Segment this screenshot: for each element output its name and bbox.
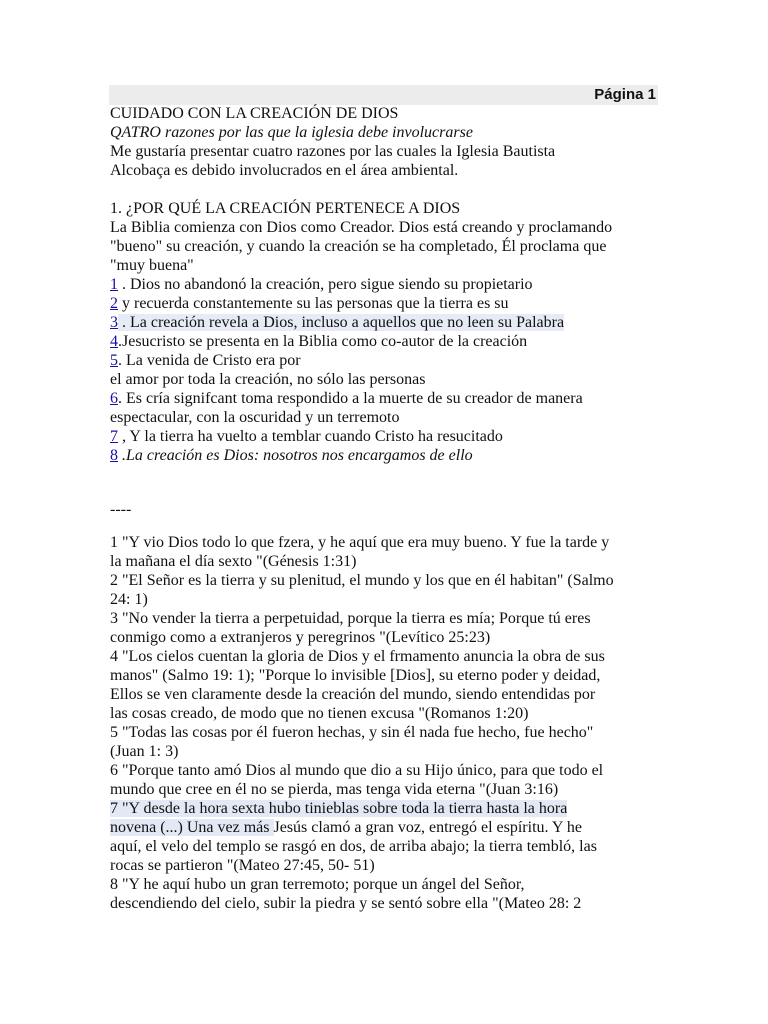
document-title: CUIDADO CON LA CREACIÓN DE DIOS (110, 105, 399, 122)
footnote-line: manos" (Salmo 19: 1); "Porque lo invisible [Dios], su eterno poder y deidad, (110, 667, 601, 684)
point-continuation: espectacular, con la oscuridad y un terremoto (110, 409, 400, 426)
point-text: . Es cría signifcant toma respondido a la muerte de su creador de manera (118, 390, 583, 407)
footnote-line: descendiendo del cielo, subir la piedra y se sentó sobre ella "(Mateo 28: 2 (110, 895, 582, 912)
document-subtitle: QATRO razones por las que la iglesia debe involucrarse (110, 124, 473, 141)
footnote-line: 5 "Todas las cosas por él fueron hechas, y sin él nada fue hecho, fue hecho" (110, 724, 594, 741)
paragraph-line: "bueno" su creación, y cuando la creación se ha completado, Él proclama que (110, 238, 607, 255)
footnote-link[interactable]: 4 (110, 333, 118, 350)
spacer (110, 180, 662, 199)
footnote-line: 3 "No vender la tierra a perpetuidad, porque la tierra es mía; Porque tú eres (110, 610, 591, 627)
spacer (110, 465, 662, 484)
footnote-link[interactable]: 5 (110, 352, 118, 369)
footnote-line (110, 799, 662, 818)
highlighted-text: 7 "Y desde la hora sexta hubo tinieblas sobre toda la tierra hasta la hora (110, 800, 568, 817)
footnote-link[interactable]: 1 (110, 276, 118, 293)
point-text: , Y la tierra ha vuelto a temblar cuando Cristo ha resucitado (118, 428, 503, 445)
point-text: . La creación revela a Dios, incluso a aquellos que no leen su Palabra (118, 314, 565, 331)
footnote-line: 6 "Porque tanto amó Dios al mundo que dio a su Hijo único, para que todo el (110, 762, 604, 779)
footnote-link[interactable]: 7 (110, 428, 118, 445)
footnote-line: aquí, el velo del templo se rasgó en dos, de arriba abajo; la tierra tembló, las (110, 838, 597, 855)
footnote-text: Jesús clamó a gran voz, entregó el espíritu. Y he (273, 819, 582, 836)
separator: ---- (110, 501, 132, 518)
footnote-link[interactable]: 3 (110, 314, 118, 331)
footnote-link[interactable]: 6 (110, 390, 118, 407)
point-text: .Jesucristo se presenta en la Biblia como co-autor de la creación (118, 333, 528, 350)
footnote-line: conmigo como a extranjeros y peregrinos "(Levítico 25:23) (110, 629, 491, 646)
footnote-line: las cosas creado, de modo que no tienen excusa "(Romanos 1:20) (110, 705, 529, 722)
point-item (110, 389, 662, 408)
point-item (110, 275, 662, 294)
point-item (110, 294, 662, 313)
footnote-line (110, 818, 662, 837)
point-text: .La creación es Dios: nosotros nos encargamos de ello (118, 447, 473, 464)
paragraph-line: La Biblia comienza con Dios como Creador. Dios está creando y proclamando (110, 219, 613, 236)
intro-line: Alcobaça es debido involucrados en el área ambiental. (110, 162, 459, 179)
paragraph-line: "muy buena" (110, 257, 194, 274)
footnote-line: Ellos se ven claramente desde la creación del mundo, siendo entendidas por (110, 686, 596, 703)
footnote-link[interactable]: 8 (110, 447, 118, 464)
point-item (110, 313, 662, 332)
section-heading: 1. ¿POR QUÉ LA CREACIÓN PERTENECE A DIOS (110, 200, 461, 217)
point-item (110, 446, 662, 465)
spacer (110, 519, 662, 533)
point-item (110, 351, 662, 370)
footnote-line: 4 "Los cielos cuentan la gloria de Dios y el frmamento anuncia la obra de sus (110, 648, 605, 665)
point-text: y recuerda constantemente su las personas que la tierra es su (118, 295, 509, 312)
footnote-link[interactable]: 2 (110, 295, 118, 312)
point-text: . Dios no abandonó la creación, pero sigue siendo su propietario (118, 276, 533, 293)
footnote-line: mundo que cree en él no se pierda, mas tenga vida eterna "(Juan 3:16) (110, 781, 559, 798)
point-item (110, 427, 662, 446)
spacer (110, 484, 662, 500)
footnote-line: 24: 1) (110, 591, 148, 608)
footnote-line: la mañana el día sexto "(Génesis 1:31) (110, 553, 357, 570)
footnote-line: 1 "Y vio Dios todo lo que fzera, y he aquí que era muy bueno. Y fue la tarde y (110, 534, 610, 551)
footnote-line: 8 "Y he aquí hubo un gran terremoto; porque un ángel del Señor, (110, 876, 525, 893)
point-continuation: el amor por toda la creación, no sólo las personas (110, 371, 426, 388)
footnote-line: rocas se partieron "(Mateo 27:45, 50- 51) (110, 857, 375, 874)
point-text: . La venida de Cristo era por (118, 352, 301, 369)
point-item (110, 332, 662, 351)
document-body (110, 104, 662, 913)
highlighted-text: novena (...) Una vez más (110, 819, 274, 836)
footnote-line: 2 "El Señor es la tierra y su plenitud, el mundo y los que en él habitan" (Salmo (110, 572, 614, 589)
page-number: Página 1 (594, 86, 656, 103)
intro-line: Me gustaría presentar cuatro razones por las cuales la Iglesia Bautista (110, 143, 556, 160)
footnote-line: (Juan 1: 3) (110, 743, 179, 760)
page-header (109, 85, 658, 105)
